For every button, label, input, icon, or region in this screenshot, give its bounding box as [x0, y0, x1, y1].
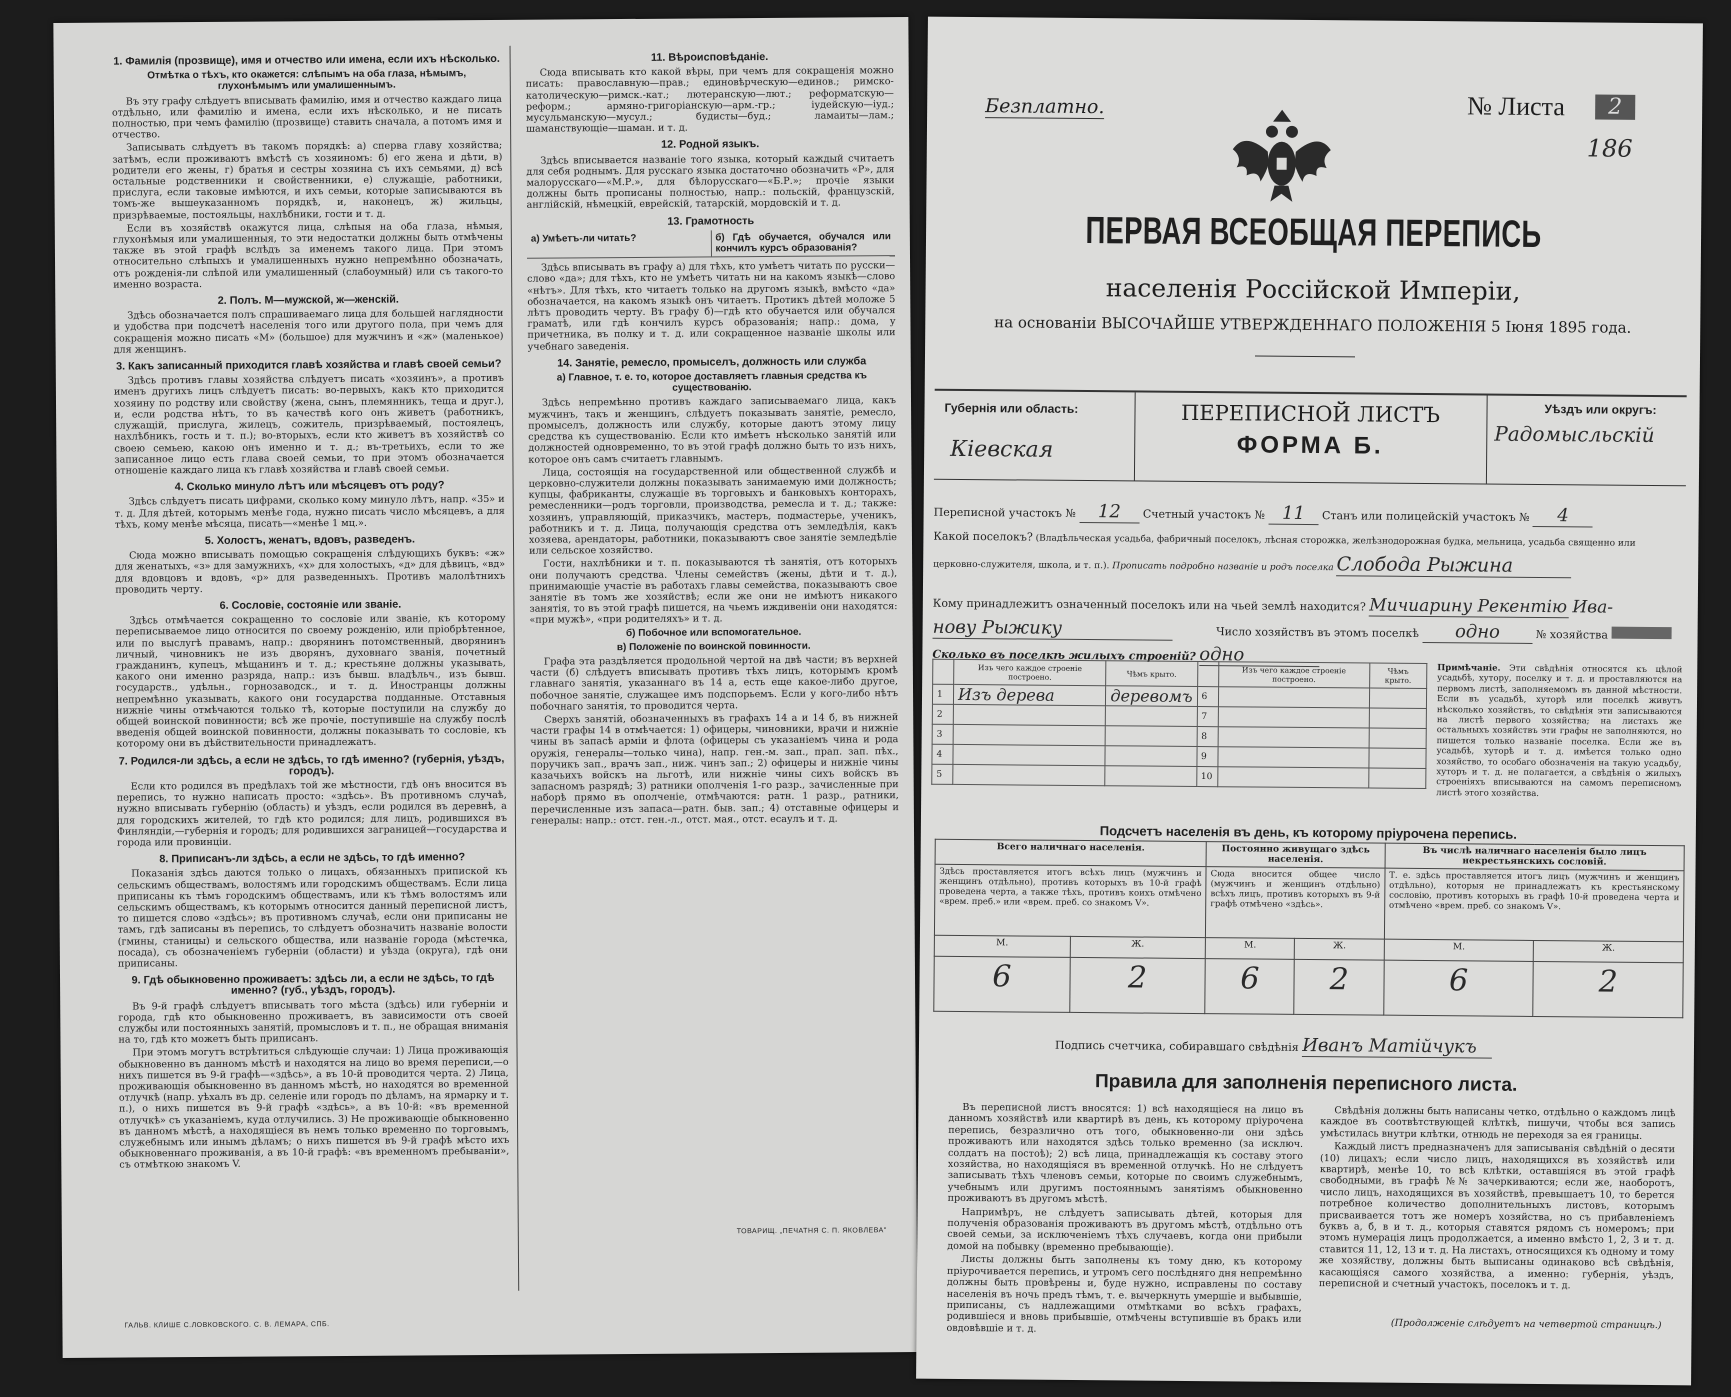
row-number: 6	[1197, 687, 1218, 707]
owner-value: Мичиарину Рекентію Ива-	[1369, 595, 1614, 618]
row-number: 1	[932, 684, 953, 704]
buildings-value: одно	[1199, 644, 1319, 667]
instruction-paragraph: Въ эту графу слѣдуетъ вписывать фамилію, имя и отчество каждаго лица отдѣльно, или фамилію и имена, если ихъ нѣсколько, и не писать полностью, при чемъ фамилію (прозвище) ставить сначала, а потомъ имя и отчество.	[111, 93, 503, 141]
cell	[1369, 708, 1426, 728]
section-title: 1. Фамилія (прозвище), имя и отчество или имена, если ихъ нѣсколько.	[113, 52, 500, 68]
instruction-paragraph: Если въ хозяйствѣ окажутся лица, слѣпыя на оба глаза, нѣмыя, глухонѣмыя или умалишенныя, то эти недостатки должны быть отмѣчены также въ этой графѣ вслѣдъ за именемъ такого лица. При этомъ относительно слѣпыхъ и умалишенныхъ нужно непремѣнно обозначать, отъ рожденія-ли слѣпой или умалишенный (слабоумный) или съ такого-то именно возраста.	[112, 220, 504, 291]
literacy-question-row	[527, 229, 895, 259]
col-title: Постоянно живущаго здѣсь населенія.	[1206, 842, 1385, 869]
instruction-paragraph: Графа эта раздѣляется продольной чертой на двѣ части; въ верхней части (б) слѣдуетъ вписывать противъ тѣхъ лицъ, которымъ кромѣ главнаго занятія, указаннаго въ 14 а, есть еще какое-либо другое, побочное занятіе, служащее имъ подспорьемъ. Если у кого-либо нѣтъ побочнаго занятія, то проводится черта.	[529, 654, 899, 713]
cell	[1105, 766, 1196, 787]
gubernia-label: Губернія или область:	[944, 400, 1079, 416]
population-count-table	[933, 839, 1684, 1019]
row-number: 7	[1197, 707, 1218, 727]
section-title: 6. Сословіе, состояніе или званіе.	[219, 598, 402, 612]
signature-label: Подпись счетчика, собиравшаго свѣдѣнія	[1054, 1038, 1299, 1054]
cell	[1105, 726, 1196, 747]
section-title: 14. Занятіе, ремесло, промыселъ, должность или служба	[557, 355, 867, 370]
count-value: 2	[1533, 961, 1683, 1017]
census-district-value: 12	[1079, 501, 1139, 524]
police-district-label: Станъ или полицейскій участокъ №	[1321, 509, 1530, 524]
census-district-label: Переписной участокъ №	[933, 505, 1076, 520]
male-label: М.	[1384, 939, 1534, 961]
literacy-question: а) Умѣетъ-ли читать?	[530, 232, 637, 245]
form-title	[1134, 392, 1487, 461]
section-title: 5. Холостъ, женатъ, вдовъ, разведенъ.	[204, 533, 416, 547]
cell	[1218, 707, 1369, 728]
form-header-box	[934, 389, 1687, 487]
double-headed-eagle-emblem	[1226, 101, 1337, 212]
note-block	[1436, 663, 1682, 800]
district-line	[934, 500, 1594, 528]
instruction-paragraph: Здѣсь вписывать въ графу а) для тѣхъ, кто умѣетъ читать по русски—слово «да»; для тѣхъ, кто не умѣетъ читать ни на какомъ языкѣ—слово «нѣтъ». Для тѣхъ, кто читаетъ только на другомъ языкѣ, вмѣсто «да» обозначается, на какомъ языкѣ онъ читаетъ. Протикъ дѣтей моложе 5 лѣтъ проводить черту. Въ графу б)—гдѣ кто обучается или обучался граматѣ, или гдѣ кончилъ курсъ образованія; напр.: дома, у причетника, въ полку и т. д. или сокращенное названіе школы или учебнаго заведенія.	[527, 260, 896, 353]
sheet-number-value: 2	[1595, 94, 1635, 119]
literacy-question: б) Гдѣ обучается, обучался или кончилъ курсъ образованія?	[710, 229, 895, 257]
uezd-value: Радомысльскій	[1494, 421, 1655, 448]
count-value: 6	[1384, 960, 1534, 1016]
material-header: Изъ чего каждое строеніе построено.	[954, 659, 1107, 685]
gubernia-value: Кіевская	[950, 436, 1054, 463]
instruction-paragraph: Здѣсь непремѣнно противъ каждаго записываемаго лица, какъ мужчинъ, такъ и женщинъ, слѣдуетъ показывать занятіе, ремесло, промыселъ, должность или службу, которые даютъ этому лицу средства къ существованію. Если кто имѣетъ нѣсколько занятій или должностей одновременно, то въ этой графѣ должно быть то изъ нихъ, которое онъ самъ считаетъ главнымъ.	[528, 395, 897, 466]
row-number: 10	[1196, 767, 1217, 787]
row-number: 5	[932, 764, 953, 784]
instruction-paragraph: Гости, нахлѣбники и т. п. показываются тѣ занятія, отъ которыхъ они получаютъ средства. Члены семействъ (жены, дѣти и т. д.), принимающіе участіе въ работахъ главы семейства, показываютъ свое занятіе въ томъ же хозяйствѣ; если же они не имѣютъ никакого занятія, то въ этой графѣ пишется, на чьемъ иждивеніи они находятся: «при мужѣ», «при родителяхъ» и т. д.	[529, 556, 898, 627]
instruction-paragraph: Лица, состоящія на государственной или общественной службѣ и церковно-служители должны показывать занимаемую ими должность; купцы, фабриканты, служащіе въ торговыхъ и банковыхъ конторахъ, ремесленники—родъ торговли, производства, ремесла и т. д.; также: хозяинъ, управляющій, приказчикъ, мастеръ, подмастерье, ученикъ, работникъ и т. д. Лица, получающія средства отъ земледѣлія, какъ хозяева, арендаторы, работники, показываютъ свое занятіе земледѣліе или сельское хозяйство.	[528, 464, 898, 557]
rules-title: Правила для заполненія переписного листа.	[1094, 1071, 1518, 1096]
section-title: 7. Родился-ли здѣсь, а если не здѣсь, то гдѣ именно? (губернія, уѣздъ, городъ).	[118, 752, 505, 778]
rule-paragraph: Въ переписной листъ вносятся: 1) всѣ находящіеся на лицо въ данномъ хозяйствѣ или квартирѣ въ день, къ которому пріурочена перепись, безразлично отъ того, обыкновенно-ли они здѣсь проживаютъ или находятся здѣсь только временно (за исключ. солдатъ на постоѣ); 2) всѣ лица, принадлежащія къ составу этого хозяйства, но находящіяся въ временной отлучкѣ. Но не слѣдуетъ записывать тѣхъ членовъ семьи, которые по своимъ служебнымъ, учебнымъ или другимъ постояннымъ занятіямъ обыкновенно проживаютъ въ другомъ мѣстѣ.	[947, 1101, 1304, 1206]
population-count-heading: Подсчетъ населенія въ день, къ которому пріурочена перепись.	[1099, 823, 1517, 842]
cell	[1106, 706, 1197, 727]
instruction-paragraph: Сюда можно вписывать помощью сокращенія слѣдующихъ буквъ: «ж» для женатыхъ, «з» для замужнихъ, «х» для холостыхъ, «д» для дѣвицъ, «вд» для вдовцовъ и вдовъ, «р» для разведенныхъ. Противъ малолѣтнихъ проводить черту.	[115, 547, 506, 596]
printer-imprint: ГАЛЬВ. КЛИШЕ С.ЛОВКОВСКОГО. С. В. ЛЕМАРА, СПБ.	[124, 1321, 330, 1330]
signature-line	[1055, 1033, 1492, 1059]
section-subtitle: в) Положеніе по воинской повинности.	[616, 640, 811, 653]
rules-column-left	[946, 1102, 1303, 1339]
section-subtitle: б) Побочное или вспомогательное.	[625, 626, 802, 639]
settlement-label: Какой поселокъ?	[933, 529, 1033, 544]
section-title: 3. Какъ записанный приходится главѣ хозяйства и главѣ своей семьи?	[116, 357, 502, 373]
roof-header: Чѣмъ крыто.	[1106, 661, 1197, 687]
printer-imprint: ТОВАРИЩ. „ПЕЧАТНЯ С. П. ЯКОВЛЕВА"	[736, 1227, 887, 1236]
free-label: Безплатно.	[985, 95, 1105, 119]
row-number: 8	[1197, 727, 1218, 747]
buildings-label: Сколько въ поселкѣ жилыхъ строеній?	[932, 647, 1196, 664]
col-title: Въ числѣ наличнаго населенія было лицъ некрестьянскихъ сословій.	[1385, 843, 1684, 871]
sheet-number-label: № Листа	[1467, 91, 1565, 122]
section-title: 9. Гдѣ обыкновенно проживаетъ: здѣсь ли, а если не здѣсь, то гдѣ именно? (губ., уѣздъ, городъ).	[131, 972, 495, 998]
instruction-paragraph: Если кто родился въ предѣлахъ той же мѣстности, гдѣ онъ вносится въ перепись, то нужно написать просто: «здѣсь». Въ противномъ случаѣ, нужно вписывать губернію (область) и уѣздъ, если родился въ деревнѣ, а для городскихъ жителей, то гдѣ кто родился; для лицъ, родившихся въ Финляндіи,—губернія и городъ; для родившихся заграницей—государства и города или провинціи.	[116, 778, 508, 849]
count-district-label: Счетный участокъ №	[1142, 507, 1266, 522]
census-legal-basis: на основаніи ВЫСОЧАЙШЕ УТВЕРЖДЕННАГО ПОЛОЖЕНІЯ 5 Іюня 1895 года.	[994, 313, 1632, 337]
instruction-paragraph: Показанія здѣсь даются только о лицахъ, обязанныхъ припиской къ сельскимъ обществамъ, волостямъ или городскимъ обществамъ. Если лица приписаны къ тѣмъ городскимъ обществамъ, или къ тѣмъ волостямъ или сельскимъ обществамъ, къ которымъ относится данный переписной листъ, то пишется слово «здѣсь»; въ противномъ случаѣ, если они приписаны не тамъ, гдѣ записаны въ перепись, то слѣдуетъ обозначить названіе волости (гмины, станицы) и сельского общества, или названіе города (мѣстечка, посада), съ обозначеніемъ губерніи (области) и уѣзда (округа), гдѣ они приписаны.	[117, 866, 508, 970]
household-number-value	[1611, 627, 1671, 640]
instruction-paragraph: Здѣсь вписывается названіе того языка, который каждый считаетъ для себя роднымъ. Для русскаго языка достаточно обозначить «Р», для малорусскаго—«М.Р.», для бѣлорусскаго—«Б.Р.»; прочіе языки должны быть прописаны полностью, напр.: польскій, французскій, англійскій, нѣмецкій, еврейскій, татарскій, мордовскій и т. д.	[526, 152, 895, 212]
instruction-paragraph: Въ 9-й графѣ слѣдуетъ вписывать того мѣста (здѣсь) или губерніи и города, гдѣ кто обыкновенно проживаетъ, въ зависимости отъ своей службы или постоянныхъ занятій, промысловъ и т. п., не обращая вниманія на то, гдѣ кто можетъ быть приписанъ.	[118, 998, 509, 1046]
rule-paragraph: Напримѣръ, не слѣдуетъ записывать дѣтей, которыя для полученія образованія проживаютъ въ другомъ мѣстѣ, отдѣльно отъ своей семьи, за исключеніемъ тѣхъ случаевъ, когда они прибыли домой на побывку (временно пребывающіе).	[947, 1206, 1303, 1254]
rules-column-right	[1319, 1105, 1676, 1295]
households-label: Число хозяйствъ въ этомъ поселкѣ	[1216, 625, 1420, 640]
count-value: 6	[1205, 959, 1295, 1015]
instruction-paragraph: Сюда вписывать кто какой вѣры, при чемъ для сокращенія можно писать: православную—прав.; единовѣрческую—единов.; римско-католическую—римск.-кат.; лютеранскую—лют.; реформатскую—реформ.; армяно-григоріанскую—арм.-гр.; іудейскую—іуд.; мусульманскую—мусул.; будисты—буд.; ламаиты—лам.; шаманствующіе—шаман. и т. д.	[525, 65, 895, 135]
instruction-paragraph: Записывать слѣдуетъ въ такомъ порядкѣ: а) сперва главу хозяйства; затѣмъ, если проживаютъ вмѣстѣ съ хозяиномъ: б) его жена и дѣти, в) родители его жены, г) братья и сестры хозяина съ ихъ семьями, д) всѣ остальные родственники и свойственники, е) служащіе, работники, прислуга, если таковые имѣются, и ихъ семьи, которые записываются въ томъ-же вышеуказанномъ порядкѣ, и, наконецъ, ж) жильцы, призрѣваемые, постояльцы, нахлѣбники, гости и т. д.	[112, 140, 503, 222]
row-number: 2	[932, 704, 953, 724]
divider	[1486, 396, 1488, 484]
male-label: М.	[1205, 938, 1294, 960]
section-title: 8. Приписанъ-ли здѣсь, а если не здѣсь, то гдѣ именно?	[159, 851, 466, 866]
cell	[1217, 767, 1368, 788]
cell	[1369, 728, 1426, 748]
archive-stamp-number: 186	[1586, 134, 1633, 163]
instructions-column-right	[526, 45, 899, 829]
sheet-type: ПЕРЕПИСНОЙ ЛИСТЪ	[1180, 400, 1441, 428]
cell	[1197, 662, 1218, 687]
cell	[933, 659, 954, 684]
col-description: Сюда вносится общее число (мужчинъ и женщинъ отдѣльно) всѣхъ лицъ, противъ которыхъ въ 9-й графѣ отмѣчено «здѣсь».	[1206, 867, 1385, 940]
section-title: 2. Полъ. М—мужской, ж—женскій.	[217, 293, 399, 307]
cell	[953, 764, 1105, 785]
police-district-value: 4	[1533, 505, 1593, 528]
cell	[953, 744, 1105, 765]
count-value: 2	[1294, 959, 1384, 1015]
table-row	[932, 764, 1426, 788]
cell	[1369, 768, 1426, 788]
section-subtitle: а) Главное, т. е. то, которое доставляетъ главныя средства къ существованію.	[556, 370, 867, 394]
settlement-line-2	[933, 550, 1572, 579]
cell	[1369, 688, 1426, 708]
left-page	[53, 17, 917, 1358]
continued-note: (Продолженіе слѣдуетъ на четвертой страницѣ.)	[1390, 1317, 1662, 1332]
settlement-hint: Прописать подробно названіе и родъ поселка	[1112, 561, 1334, 574]
instruction-paragraph: Здѣсь противъ главы хозяйства слѣдуетъ писать «хозяинъ», а противъ именъ другихъ лицъ слѣдуетъ писать: во-первыхъ, какъ кто приходится хозяину по родству или свойству (жена, сынъ, племянникъ, теща и друг.), и, если родства нѣтъ, то въ качествѣ кого онъ живетъ (работникъ, служащій, прислуга, жилецъ, сожитель, призрѣваемый, постоялецъ, нахлѣбникъ, гость и т. п.); во-вторыхъ, если кто живетъ въ хозяйствѣ со своею семьею, какою онъ именно и т. д.; въ-третьихъ, если то же записанное лицо есть глава своей семьи, то при этомъ обозначается отношеніе каждаго лица къ главѣ хозяйства и главѣ своей семьи.	[113, 373, 505, 477]
households-value: одно	[1422, 621, 1532, 644]
instruction-paragraph: При этомъ могутъ встрѣтиться слѣдующіе случаи: 1) Лица проживающія обыкновенно въ данномъ мѣстѣ и находятся на лицо во время переписи,—о нихъ пишется въ 9-й графѣ—«здѣсь», а въ 10-й проводится черта. 2) Лица, проживающія обыкновенно въ данномъ мѣстѣ, но находятся во временной отлучкѣ (напр. уѣхалъ въ др. селеніе или городъ по дѣламъ, на ярмарку и т. п.), о нихъ пишется въ 9-й графѣ «здѣсь», а въ 10-й: «въ временной отлучкѣ» съ указаніемъ, куда отлучились. 3) Не проживающіе обыкновенно въ данномъ мѣстѣ, а находящіеся въ немъ только временно по торговымъ, служебнымъ или инымъ дѣламъ; о нихъ пишется въ 9-й графѣ мѣсто ихъ обыкновеннаго проживанія, а въ 10-й графѣ: «въ временномъ пребываніи», съ отмѣткою знакомъ V.	[118, 1045, 510, 1172]
section-title: 11. Вѣроисповѣданіе.	[650, 51, 769, 64]
row-number: 3	[932, 724, 953, 744]
settlement-hint: церковно-служителя, школа, и т. п.).	[933, 559, 1110, 572]
female-label: Ж.	[1534, 940, 1684, 962]
column-separator	[510, 46, 520, 1291]
buildings-table	[931, 659, 1427, 789]
rule-paragraph: Каждый листъ предназначенъ для записыванія свѣдѣній о десяти (10) лицахъ; если число лицъ, находящихся въ хозяйствѣ или квартирѣ, менѣе 10, то всѣ клѣтки, оставшіяся въ этой графѣ свободными, въ графѣ №№ зачеркиваются; если же, наоборотъ, число лицъ, находящихся въ хозяйствѣ, превышаетъ 10, то берется потребное количество дополнительныхъ листовъ, которымъ присваивается тотъ же номеръ хозяйства, но съ прибавленіемъ буквъ а, б, в и т. д., которыя ставятся рядомъ съ номеромъ; при этомъ нумерація лицъ продолжается, а именно вмѣсто 1, 2, 3 и т. д. ставится 11, 12, 13 и т. д. На листахъ, относящихся къ одному и тому же хозяйству, должны быть выписаны одинаково всѣ свѣдѣнія, касающіяся самого хозяйства, а именно: губернія, уѣздъ, переписной и счетный участокъ, поселокъ и т. д.	[1318, 1141, 1676, 1292]
rule-paragraph: Листы должны быть заполнены къ тому дню, къ которому пріурочивается перепись, и утромъ сего послѣдняго дня непремѣнно должны быть провѣрены и, буде нужно, исправлены по составу населенія въ ночь предъ тѣмъ, т. е. вычеркнуть умершіе и выбывшіе, приписаны, съ надлежащими отмѣтками во всѣхъ графахъ, родившіеся и вновь прибывшіе, отмѣчены вступившіе въ бракъ или овдовѣвшіе и т. д.	[946, 1254, 1303, 1335]
table-row	[934, 864, 1684, 942]
cell	[1218, 727, 1369, 748]
owner-value-cont: нову Рыжику	[933, 617, 1173, 641]
col-description: Т. е. здѣсь проставляется итогъ лицъ (мужчинъ и женщинъ отдѣльно), которыя не принадлежатъ къ крестьянскому сословію, противъ которыхъ въ графѣ 10-й проведена черта и отмѣчено «врем. преб. со знакомъ V».	[1384, 868, 1684, 942]
cell	[1217, 747, 1368, 768]
section-title: 4. Сколько минуло лѣтъ или мѣсяцевъ отъ роду?	[174, 479, 445, 494]
instructions-column-left	[112, 48, 510, 1173]
divider	[1255, 356, 1355, 358]
note-label: Примѣчаніе.	[1437, 663, 1501, 674]
signature-value: Иванъ Матійчукъ	[1302, 1035, 1492, 1059]
cell	[1218, 687, 1369, 708]
material-header: Изъ чего каждое строеніе построено.	[1218, 662, 1369, 688]
instruction-paragraph: Сверхъ занятій, обозначенныхъ въ графахъ 14 а и 14 б, въ нижней части графы 14 в отмѣчается: 1) офицеры, чиновники, врачи и нижніе чины въ запасѣ арміи и флота (офицеры съ указаніемъ чина и рода оружія, генералы—только чина), напр. ген.-м. зап., прап. зап. пѣх., поручикъ зап., врачъ зап., ниж. чинъ зап.; 2) офицеры и нижніе чины казачьихъ войскъ на льготѣ, или нижніе чины сихъ войскъ въ запасномъ разрядѣ; 3) ратники ополченія 1-го разр., зачисленные при наборѣ прямо въ ополченіе, отмѣчаются: ратн. 1 разр., ратники, перечисленные изъ запаса—ратн. быв. зап.; 4) отставные офицеры и генералы: напр.: отст. ген.-л., отст. мая., отст. есаулъ и т. д.	[530, 712, 899, 827]
census-subtitle: населенія Россійской Имперіи,	[1105, 273, 1521, 306]
building-material: Изъ дерева	[953, 684, 1105, 705]
roof-header: Чѣмъ крыто.	[1369, 663, 1426, 688]
cell	[1369, 748, 1426, 768]
settlement-value: Слобода Рыжина	[1336, 553, 1571, 578]
section-title: 12. Родной языкъ.	[661, 138, 760, 152]
female-label: Ж.	[1070, 936, 1206, 958]
cell	[1105, 746, 1196, 767]
settlement-hint: (Владѣльческая усадьба, фабричный поселокъ, лѣсная сторожка, желѣзнодорожная будка, мельница, усадьба священно или	[1035, 533, 1636, 549]
col-title: Всего наличнаго населенія.	[935, 839, 1206, 866]
instruction-paragraph: Здѣсь отмѣчается сокращенно то сословіе или званіе, къ которому переписываемое лицо относится по своему рожденію, или пріобрѣтенное, или по выслугѣ правамъ, напр.: дворянинъ потомственный, дворянинъ личный, чиновникъ не изъ дворянъ, духовнаго званія, почетный гражданинъ, купецъ, мѣщанинъ и т. д.; крестьяне должны указывать, какого они именно разряда, напр.: изъ бывш. владѣльч., изъ бывш. государств., удѣльн., горнозаводск., и т. д. Иностранцы должны непремѣнно указывать, какого они государства подданные. Отставныя нижніе чины отмѣчаются только тѣ, которые поступили на службу до общей воинской повинности; всѣ же прочіе, поступившіе на службу послѣ введенія общей воинской повинности, должны показывать то сословіе, къ которому они въ дѣйствительности принадлежатъ.	[115, 612, 507, 750]
owner-label: Кому принадлежитъ означенный поселокъ или на чьей землѣ находится?	[932, 596, 1366, 614]
rule-paragraph: Свѣдѣнія должны быть написаны четко, отдѣльно о каждомъ лицѣ каждое въ соотвѣтствующей клѣткѣ, пишучи, чтобы вся запись умѣстилась внутри клѣтки, отнюдь не переходя за ея границы.	[1320, 1105, 1676, 1142]
table-row	[934, 956, 1683, 1018]
census-title: ПЕРВАЯ ВСЕОБЩАЯ ПЕРЕПИСЬ	[1085, 210, 1542, 257]
count-value: 2	[1069, 957, 1205, 1013]
col-description: Здѣсь проставляется итогъ всѣхъ лицъ (мужчинъ и женщинъ отдѣльно), противъ которыхъ въ 10-й графѣ проведена черта, а также тѣхъ, противъ коихъ отмѣчено «врем. преб.» или «врем. преб. со знакомъ V».	[934, 864, 1206, 937]
household-number-label: № хозяйства	[1535, 627, 1609, 642]
right-page	[916, 17, 1703, 1386]
owner-line	[932, 592, 1614, 619]
count-value: 6	[934, 956, 1070, 1012]
count-district-value: 11	[1268, 503, 1318, 525]
settlement-line-1	[933, 530, 1635, 549]
row-number: 9	[1196, 747, 1217, 767]
female-label: Ж.	[1295, 938, 1384, 960]
section-title: 13. Грамотность	[667, 214, 755, 228]
cell	[953, 704, 1105, 725]
male-label: М.	[934, 935, 1070, 957]
uezd-label: Уѣздъ или округъ:	[1544, 402, 1657, 418]
form-type: ФОРМА Б.	[1236, 431, 1384, 460]
row-number: 4	[932, 744, 953, 764]
cell	[953, 724, 1105, 745]
note-text: Эти свѣдѣнія относятся къ цѣлой усадьбѣ, хутору, поселку и т. д. и проставляются на первомъ листѣ, заполняемомъ въ данной мѣстности. Если въ усадьбѣ, хуторѣ или поселкѣ живутъ нѣсколько хозяйствъ, то свѣдѣнія эти записываются на листѣ первого хозяйства; на листахъ же остальныхъ хозяйствъ эти графы не заполняются, но пишется только названіе поселка. Если же въ усадьбѣ, хуторѣ и т. д. имѣется только одно хозяйство, то особаго обозначенія на такую усадьбу, хуторъ и т. д. не полагается, а свѣдѣнія о жилыхъ строеніяхъ вписываются на самомъ переписномъ листѣ этого хозяйства.	[1436, 663, 1683, 799]
section-subtitle: Отмѣтка о тѣхъ, кто окажется: слѣпымъ на оба глаза, нѣмымъ, глухонѣмымъ или умалишеннымъ.	[147, 68, 467, 93]
instruction-paragraph: Здѣсь обозначается полъ спрашиваемаго лица для большей наглядности и удобства при подсчетѣ населенія того или другого пола, при чемъ для сокращенія можно писать «М» (большое) для мужчинъ и «ж» (маленькое) для женщинъ.	[113, 308, 504, 356]
building-roof: деревомъ	[1106, 686, 1197, 707]
instruction-paragraph: Здѣсь слѣдуетъ писать цифрами, сколько кому минуло лѣтъ, напр. «35» и т. д. Для дѣтей, которымъ менѣе года, нужно писать число мѣсяцевъ, а для тѣхъ, кому менѣе мѣсяца, писать—«менѣе 1 мц.».	[114, 494, 505, 531]
households-line	[933, 617, 1672, 645]
